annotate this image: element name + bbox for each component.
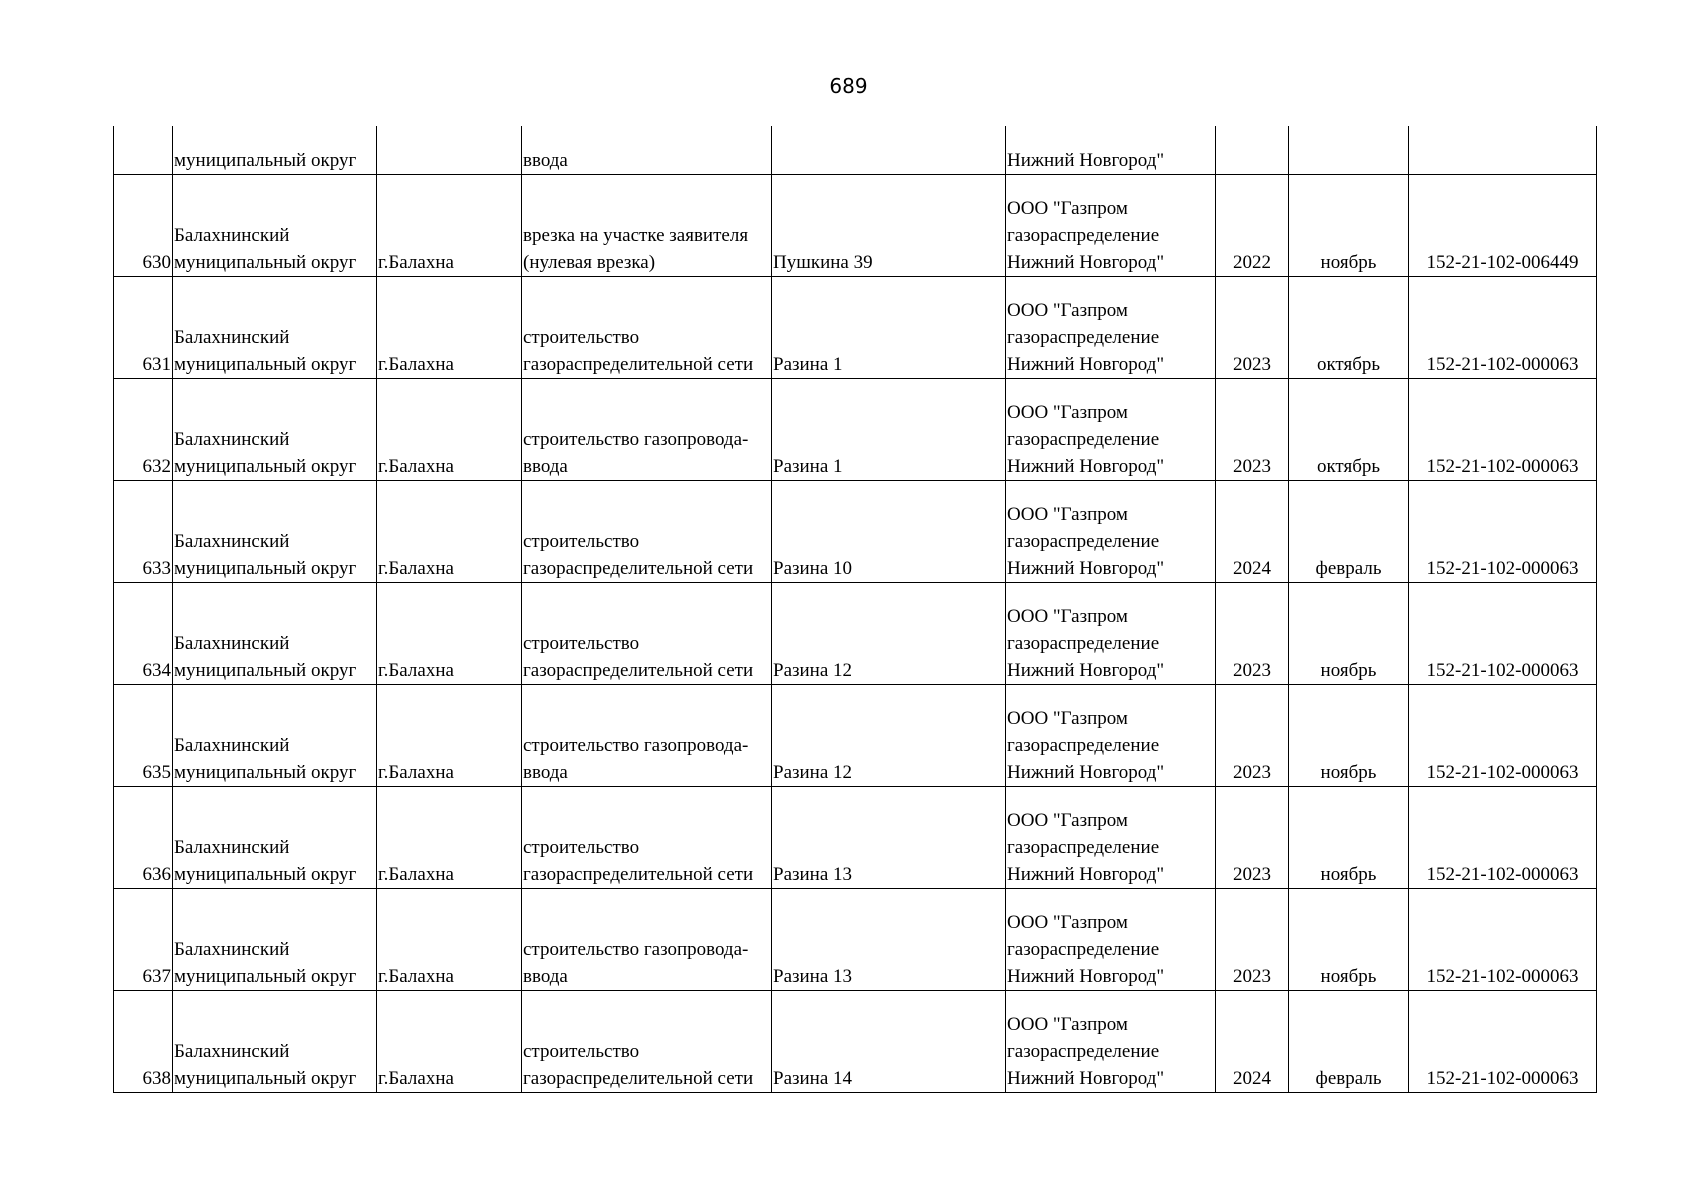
cell-address: Разина 10 [772,481,1006,583]
cell-month: февраль [1289,481,1409,583]
cell-line: муниципальный округ [174,762,357,783]
cell-line: ООО "Газпром [1007,606,1128,627]
cell-month [1289,126,1409,175]
page-number: 689 [829,74,868,98]
cell-line: строительство [523,1041,640,1062]
cell-code: 152-21-102-000063 [1409,685,1597,787]
cell-address: Разина 14 [772,991,1006,1093]
cell-line: (нулевая врезка) [523,252,656,273]
cell-line: муниципальный округ [174,660,357,681]
cell-number: 634 [114,583,173,685]
table-row [114,685,1597,787]
cell-line: газораспределение [1007,531,1160,552]
cell-month: ноябрь [1289,889,1409,991]
cell-settlement: г.Балахна [377,481,522,583]
cell-settlement: г.Балахна [377,991,522,1093]
cell-code: 152-21-102-000063 [1409,787,1597,889]
cell-work [522,481,772,583]
cell-work [522,175,772,277]
cell-year: 2024 [1216,481,1289,583]
cell-organization [1006,481,1216,583]
cell-line: ООО "Газпром [1007,198,1128,219]
cell-line: Нижний Новгород" [1007,558,1165,579]
cell-line: муниципальный округ [174,558,357,579]
cell-line: Балахнинский [174,429,290,450]
cell-line: ООО "Газпром [1007,708,1128,729]
cell-line: Балахнинский [174,1041,290,1062]
cell-work [522,787,772,889]
cell-district [173,685,377,787]
cell-number: 630 [114,175,173,277]
cell-line: Нижний Новгород" [1007,1068,1165,1089]
cell-month: ноябрь [1289,787,1409,889]
cell-line: строительство газопровода- [523,939,749,960]
cell-work [522,991,772,1093]
cell-district [173,481,377,583]
cell-year: 2023 [1216,379,1289,481]
cell-address: Разина 1 [772,379,1006,481]
cell-line: газораспределение [1007,225,1160,246]
cell-line: ООО "Газпром [1007,504,1128,525]
cell-number: 633 [114,481,173,583]
cell-line: ввода [523,456,568,477]
cell-line: Нижний Новгород" [1007,762,1165,783]
cell-district [173,583,377,685]
cell-line: газораспределительной сети [523,354,754,375]
cell-work [522,583,772,685]
cell-line: ООО "Газпром [1007,402,1128,423]
cell-line: Балахнинский [174,837,290,858]
cell-line: газораспределение [1007,1041,1160,1062]
cell-year: 2024 [1216,991,1289,1093]
cell-line: строительство газопровода- [523,429,749,450]
cell-work [522,277,772,379]
cell-line: газораспределительной сети [523,1068,754,1089]
cell-line: газораспределительной сети [523,864,754,885]
continuation-row [114,126,1597,175]
cell-line: Нижний Новгород" [1007,966,1165,987]
cell-number: 631 [114,277,173,379]
cell-line: Нижний Новгород" [1007,252,1165,273]
cell-line: Нижний Новгород" [1007,456,1165,477]
cell-line: Балахнинский [174,939,290,960]
cell-organization [1006,991,1216,1093]
cell-address: Пушкина 39 [772,175,1006,277]
cell-code: 152-21-102-006449 [1409,175,1597,277]
table-row [114,481,1597,583]
table-row [114,379,1597,481]
cell-number [114,126,173,175]
cell-organization: Нижний Новгород" [1006,126,1216,175]
cell-organization [1006,685,1216,787]
cell-line: строительство [523,633,640,654]
cell-year: 2023 [1216,583,1289,685]
cell-line: Балахнинский [174,735,290,756]
cell-line: газораспределение [1007,939,1160,960]
cell-settlement: г.Балахна [377,787,522,889]
cell-district: муниципальный округ [173,126,377,175]
cell-line: ООО "Газпром [1007,1014,1128,1035]
cell-line: газораспределение [1007,429,1160,450]
cell-month: октябрь [1289,379,1409,481]
cell-district [173,175,377,277]
table-row [114,889,1597,991]
cell-line: Балахнинский [174,531,290,552]
cell-settlement: г.Балахна [377,175,522,277]
cell-code: 152-21-102-000063 [1409,379,1597,481]
cell-line: строительство газопровода- [523,735,749,756]
cell-organization [1006,889,1216,991]
cell-line: Балахнинский [174,327,290,348]
cell-district [173,379,377,481]
cell-line: муниципальный округ [174,252,357,273]
cell-address: Разина 13 [772,889,1006,991]
cell-settlement: г.Балахна [377,379,522,481]
table-row [114,277,1597,379]
cell-code: 152-21-102-000063 [1409,991,1597,1093]
cell-line: газораспределение [1007,633,1160,654]
cell-line: муниципальный округ [174,1068,357,1089]
cell-line: газораспределительной сети [523,558,754,579]
cell-settlement: г.Балахна [377,685,522,787]
cell-year: 2023 [1216,685,1289,787]
cell-code [1409,126,1597,175]
cell-month: ноябрь [1289,175,1409,277]
cell-organization [1006,277,1216,379]
cell-settlement: г.Балахна [377,277,522,379]
cell-line: Нижний Новгород" [1007,864,1165,885]
cell-work [522,889,772,991]
cell-year: 2023 [1216,277,1289,379]
cell-district [173,787,377,889]
table-row [114,991,1597,1093]
cell-month: ноябрь [1289,583,1409,685]
cell-organization [1006,787,1216,889]
cell-year: 2022 [1216,175,1289,277]
cell-line: врезка на участке заявителя [523,225,749,246]
cell-line: Балахнинский [174,633,290,654]
cell-line: муниципальный округ [174,966,357,987]
cell-number: 638 [114,991,173,1093]
cell-line: газораспределение [1007,735,1160,756]
cell-work: ввода [522,126,772,175]
cell-line: строительство [523,837,640,858]
cell-code: 152-21-102-000063 [1409,583,1597,685]
cell-address: Разина 12 [772,583,1006,685]
cell-line: строительство [523,327,640,348]
cell-address: Разина 13 [772,787,1006,889]
cell-number: 637 [114,889,173,991]
cell-line: муниципальный округ [174,864,357,885]
cell-organization [1006,175,1216,277]
cell-line: Нижний Новгород" [1007,660,1165,681]
cell-number: 632 [114,379,173,481]
cell-line: ООО "Газпром [1007,300,1128,321]
cell-number: 635 [114,685,173,787]
cell-settlement: г.Балахна [377,889,522,991]
table-row [114,175,1597,277]
gas-works-table [113,126,1597,1093]
cell-code: 152-21-102-000063 [1409,481,1597,583]
cell-organization [1006,379,1216,481]
cell-line: строительство [523,531,640,552]
cell-line: муниципальный округ [174,354,357,375]
cell-line: Нижний Новгород" [1007,354,1165,375]
cell-settlement [377,126,522,175]
cell-line: газораспределение [1007,327,1160,348]
cell-code: 152-21-102-000063 [1409,277,1597,379]
cell-address: Разина 12 [772,685,1006,787]
cell-code: 152-21-102-000063 [1409,889,1597,991]
cell-number: 636 [114,787,173,889]
cell-district [173,277,377,379]
cell-year: 2023 [1216,889,1289,991]
cell-work [522,379,772,481]
cell-address [772,126,1006,175]
cell-year: 2023 [1216,787,1289,889]
cell-line: газораспределительной сети [523,660,754,681]
cell-year [1216,126,1289,175]
cell-line: газораспределение [1007,837,1160,858]
cell-settlement: г.Балахна [377,583,522,685]
cell-line: ввода [523,762,568,783]
cell-district [173,991,377,1093]
cell-month: октябрь [1289,277,1409,379]
table-row [114,583,1597,685]
cell-month: ноябрь [1289,685,1409,787]
cell-month: февраль [1289,991,1409,1093]
cell-line: Балахнинский [174,225,290,246]
cell-line: ООО "Газпром [1007,810,1128,831]
cell-district [173,889,377,991]
cell-work [522,685,772,787]
table-row [114,787,1597,889]
cell-line: ООО "Газпром [1007,912,1128,933]
cell-organization [1006,583,1216,685]
cell-line: муниципальный округ [174,456,357,477]
cell-line: ввода [523,966,568,987]
cell-address: Разина 1 [772,277,1006,379]
